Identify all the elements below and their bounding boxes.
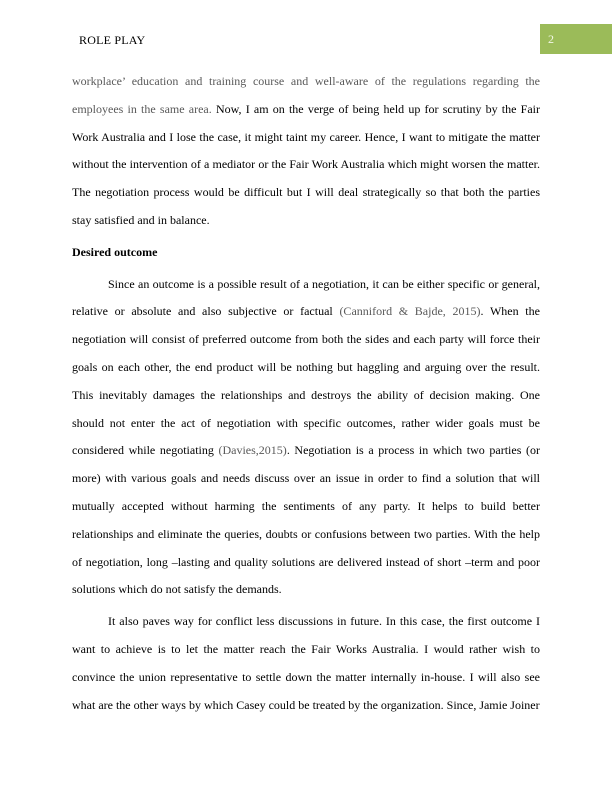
paragraph-1-citation-text: workplace’ education and training course and well-aware of the regulations regarding the employees in the same area.: [72, 74, 540, 116]
header-title: ROLE PLAY: [79, 33, 146, 47]
paragraph-1-text: Now, I am on the verge of being held up for scrutiny by the Fair Work Australia and I lose the case, it might taint my career. Hence, I want to mitigate the matter without the intervention of a mediator or the Fair Work Australia which might worsen the matter. The negotiation process would be difficult but I will deal strategically so that both the parties stay satisfied and in balance.: [72, 101, 540, 227]
citation-davies: (Davies,2015): [218, 443, 287, 458]
paragraph-2: [72, 271, 540, 605]
paragraph-2-text-b: . When the negotiation will consist of preferred outcome from both the sides and each party will force their goals on each other, the end product will be nothing but haggling and arguing over the result. This inevitably damages the relationships and destroys the ability of decision making. One should not enter the act of negotiation with specific outcomes, rather wider goals must be considered while negotiating: [72, 304, 540, 458]
page-number-box: [540, 24, 612, 54]
page-number: 2: [548, 32, 554, 46]
document-body: [72, 68, 540, 719]
paragraph-1: [72, 68, 540, 235]
section-heading: Desired outcome: [72, 244, 158, 259]
paragraph-3: It also paves way for conflict less discussions in future. In this case, the first outcome I want to achieve is to let the matter reach the Fair Works Australia. I would rather wish to convince the union representative to settle down the matter internally in-house. I will also see what are the other ways by which Casey could be treated by the organization. Since, Jamie Joiner: [72, 614, 540, 712]
citation-canniford: (Canniford & Bajde, 2015): [339, 304, 481, 319]
paragraph-2-text-c: . Negotiation is a process in which two parties (or more) with various goals and needs discuss over an issue in order to find a solution that will mutually accepted without harming the sentiments of any party. It helps to build better relationships and eliminate the queries, doubts or confusions between two parties. With the help of negotiation, long –lasting and quality solutions are delivered instead of short –term and poor solutions which do not satisfy the demands.: [72, 443, 540, 597]
paragraph-2-text-a: Since an outcome is a possible result of a negotiation, it can be either specific or general, relative or absolute and also subjective or factual: [72, 276, 540, 319]
